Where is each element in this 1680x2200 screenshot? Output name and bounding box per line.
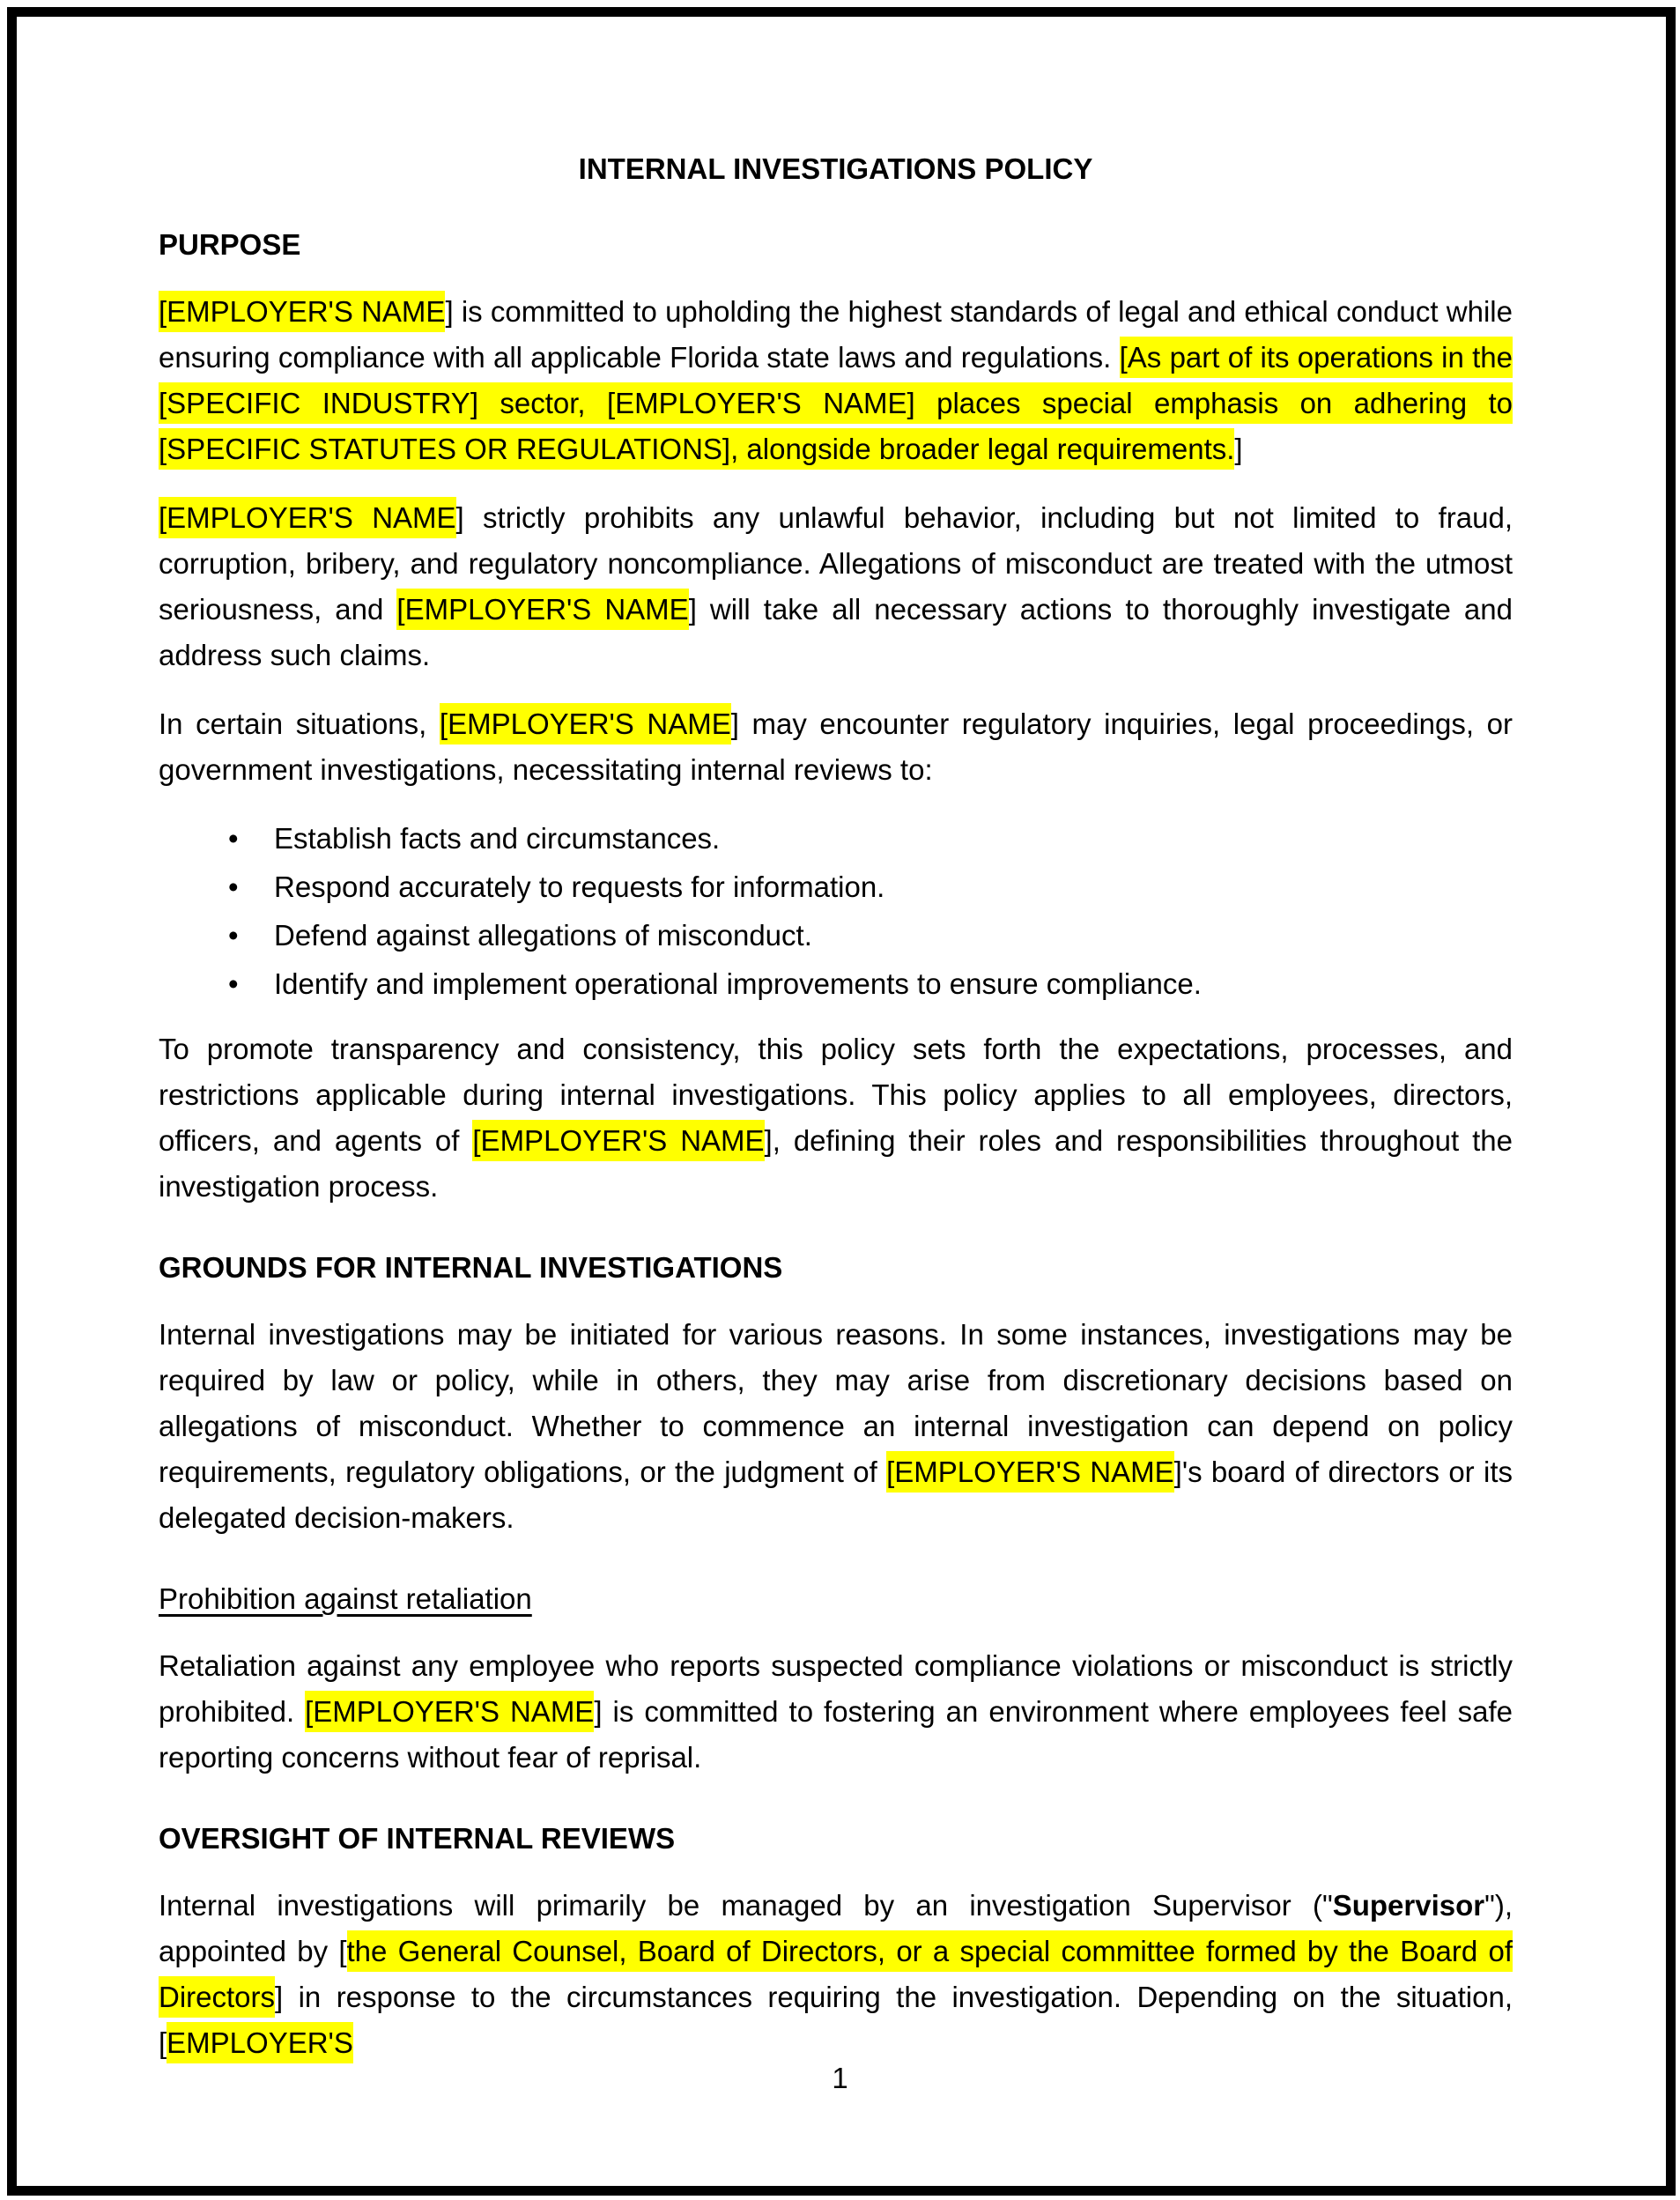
highlighted-text: [EMPLOYER'S NAME (440, 703, 731, 744)
text-run: ] in response to the circumstances requiring the investigation. Depending on the situation, [ (159, 1981, 1513, 2059)
document-content (159, 0, 1513, 2089)
section-heading: PURPOSE (159, 228, 301, 261)
list-item: • Identify and implement operational improvements to ensure compliance. (159, 961, 1513, 1007)
document-body (159, 227, 1513, 2066)
highlighted-text: [As part of its operations in the [SPECIFIC INDUSTRY] sector, [EMPLOYER'S NAME] places special emphasis on adhering to [SPECIFIC STATUTES OR REGULATIONS], alongside broader legal requirements. (159, 337, 1513, 470)
highlighted-text: [EMPLOYER'S NAME (305, 1691, 594, 1732)
text-run: ] (1234, 433, 1243, 465)
highlighted-text: [EMPLOYER'S NAME (159, 497, 456, 538)
text-run: ] strictly prohibits any unlawful behavior, including but not limited to fraud, corruption, bribery, and regulatory noncompliance. Allegations of misconduct are treated with the utmost seriousness, and (159, 501, 1513, 626)
text-run: In certain situations, (159, 707, 440, 740)
highlighted-text: the General Counsel, Board of Directors, or a special committee formed by the Board of Directors (159, 1930, 1513, 2018)
highlighted-text: [EMPLOYER'S NAME (472, 1120, 764, 1161)
highlighted-text: [EMPLOYER'S NAME (886, 1451, 1174, 1493)
highlighted-text: [EMPLOYER'S NAME (159, 291, 445, 332)
list-item: • Defend against allegations of misconduct. (159, 913, 1513, 959)
paragraph (159, 495, 1513, 678)
paragraph (159, 1026, 1513, 1210)
bold-text-run: Supervisor (1332, 1889, 1485, 1922)
text-run: ] may encounter regulatory inquiries, legal proceedings, or government investigations, necessitating internal reviews to: (159, 707, 1513, 786)
text-run: To promote transparency and consistency, this policy sets forth the expectations, processes, and restrictions applicable during internal investigations. This policy applies to all employees, directors, officers, and agents of (159, 1033, 1513, 1157)
text-run: "), appointed by [ (159, 1889, 1513, 1967)
paragraph (159, 289, 1513, 472)
list-item: • Respond accurately to requests for information. (159, 864, 1513, 910)
bullet-list (159, 816, 1513, 1007)
text-run: Internal investigations will primarily be managed by an investigation Supervisor (" (159, 1889, 1333, 1922)
paragraph (159, 701, 1513, 793)
page-number: 1 (832, 2062, 848, 2094)
document-title: INTERNAL INVESTIGATIONS POLICY (578, 152, 1093, 185)
text-run: Retaliation against any employee who reports suspected compliance violations or misconduct is strictly prohibited. (159, 1649, 1513, 1728)
text-run: ] is committed to upholding the highest standards of legal and ethical conduct while ensuring compliance with all applicable Florida state laws and regulations. (159, 295, 1513, 374)
text-run: ] will take all necessary actions to thoroughly investigate and address such claims. (159, 593, 1513, 671)
text-run: Internal investigations may be initiated for various reasons. In some instances, investigations may be required by law or policy, while in others, they may arise from discretionary decisions based on allegations of misconduct. Whether to commence an internal investigation can depend on policy requirements, regulatory obligations, or the judgment of (159, 1318, 1513, 1488)
paragraph (159, 1883, 1513, 2066)
text-run: ], defining their roles and responsibilities throughout the investigation process. (159, 1124, 1513, 1203)
highlighted-text: EMPLOYER'S (167, 2022, 353, 2063)
highlighted-text: [EMPLOYER'S NAME (396, 589, 688, 630)
text-run: ] is committed to fostering an environment where employees feel safe reporting concerns without fear of reprisal. (159, 1695, 1513, 1774)
paragraph (159, 1312, 1513, 1541)
section-heading: Prohibition against retaliation (159, 1582, 532, 1615)
section-heading: OVERSIGHT OF INTERNAL REVIEWS (159, 1822, 676, 1855)
list-item: • Establish facts and circumstances. (159, 816, 1513, 862)
section-heading: GROUNDS FOR INTERNAL INVESTIGATIONS (159, 1251, 783, 1284)
paragraph (159, 1643, 1513, 1781)
text-run: ]'s board of directors or its delegated decision-makers. (159, 1456, 1513, 1534)
